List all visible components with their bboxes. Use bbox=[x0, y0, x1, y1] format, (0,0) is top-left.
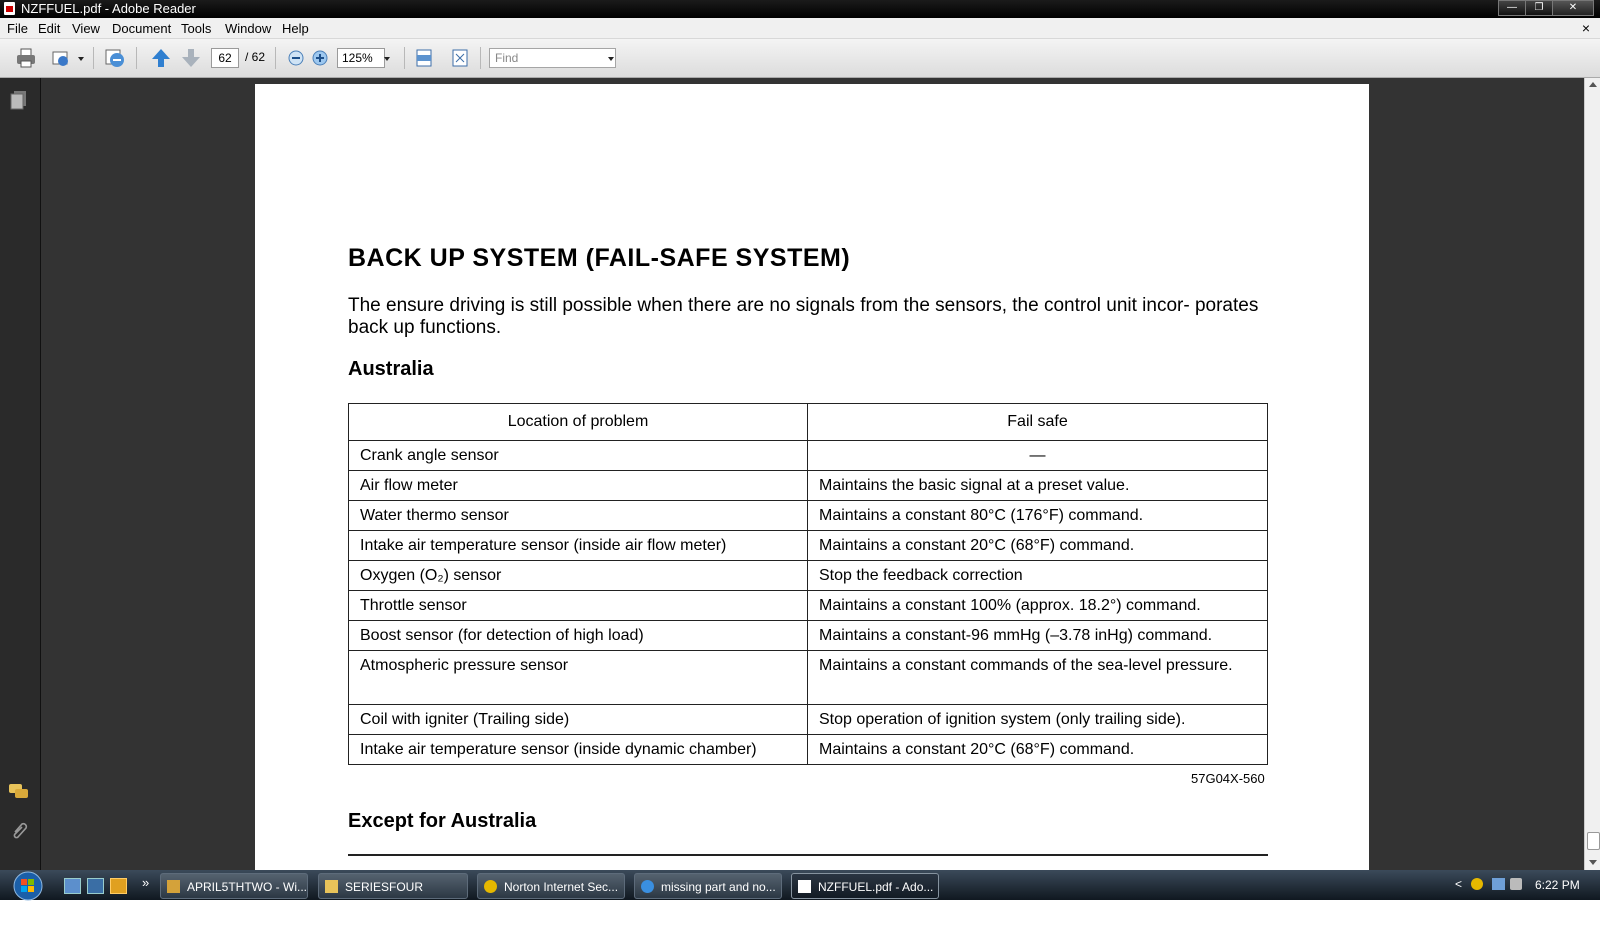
network-icon[interactable] bbox=[1492, 878, 1505, 890]
table-header-row bbox=[349, 404, 1268, 441]
location-cell: Water thermo sensor bbox=[349, 501, 808, 531]
maximize-button[interactable]: ❐ bbox=[1525, 0, 1553, 16]
zoom-out-button[interactable] bbox=[285, 47, 307, 69]
next-page-button[interactable] bbox=[180, 47, 202, 69]
taskbar bbox=[0, 870, 1600, 900]
fail-safe-cell: — bbox=[808, 441, 1268, 471]
taskbar-button-seriesfour[interactable]: SERIESFOUR bbox=[318, 873, 468, 899]
collaborate-icon bbox=[104, 47, 126, 69]
volume-icon[interactable] bbox=[1510, 878, 1522, 890]
vertical-scrollbar[interactable] bbox=[1584, 78, 1600, 870]
norton-icon bbox=[484, 880, 497, 893]
fail-safe-cell: Maintains the basic signal at a preset value. bbox=[808, 471, 1268, 501]
pdf-app-icon bbox=[4, 2, 15, 15]
switch-windows-icon[interactable] bbox=[87, 878, 104, 894]
clock[interactable]: 6:22 PM bbox=[1535, 878, 1580, 892]
toolbar-separator bbox=[404, 47, 405, 69]
fail-safe-cell: Maintains a constant 20°C (68°F) command. bbox=[808, 735, 1268, 765]
arrow-up-icon bbox=[150, 47, 172, 69]
toolbar-separator bbox=[136, 47, 137, 69]
printer-icon bbox=[15, 47, 37, 69]
location-cell: Boost sensor (for detection of high load) bbox=[349, 621, 808, 651]
paperclip-icon[interactable] bbox=[10, 820, 30, 842]
table-row bbox=[349, 531, 1268, 561]
system-tray bbox=[1455, 870, 1600, 900]
table-row bbox=[349, 621, 1268, 651]
menu-file[interactable]: File bbox=[7, 21, 28, 36]
column-header-fail-safe: Fail safe bbox=[808, 404, 1268, 441]
taskbar-button-april5thtwo[interactable]: APRIL5THTWO - Wi... bbox=[160, 873, 308, 899]
table-row bbox=[349, 441, 1268, 471]
figure-reference-code: 57G04X-560 bbox=[1191, 771, 1265, 786]
fail-safe-cell: Stop operation of ignition system (only trailing side). bbox=[808, 705, 1268, 735]
document-viewer[interactable] bbox=[41, 78, 1584, 870]
taskbar-button-adobe-reader[interactable]: NZFFUEL.pdf - Ado... bbox=[791, 873, 939, 899]
menu-bar bbox=[0, 18, 1600, 39]
menu-window[interactable]: Window bbox=[225, 21, 272, 36]
menu-tools[interactable]: Tools bbox=[181, 21, 212, 36]
section-heading-australia: Australia bbox=[348, 358, 434, 380]
next-table-top-border bbox=[348, 854, 1268, 856]
close-window-button[interactable]: ✕ bbox=[1552, 0, 1594, 16]
fit-page-button[interactable] bbox=[449, 47, 471, 69]
media-player-icon[interactable] bbox=[110, 878, 127, 894]
close-document-button[interactable]: × bbox=[1581, 20, 1590, 36]
window-icon bbox=[167, 880, 180, 893]
print-button[interactable] bbox=[15, 47, 37, 69]
location-cell: Oxygen (O₂) sensor bbox=[349, 561, 808, 591]
menu-help[interactable]: Help bbox=[282, 21, 309, 36]
zoom-dropdown-arrow[interactable] bbox=[384, 57, 390, 61]
intro-paragraph: The ensure driving is still possible when there are no signals from the sensors, the control unit incor- porates back up functions. bbox=[348, 295, 1259, 338]
table-row bbox=[349, 471, 1268, 501]
table-row bbox=[349, 501, 1268, 531]
table-row bbox=[349, 591, 1268, 621]
zoom-in-button[interactable] bbox=[309, 47, 331, 69]
comments-panel-icon[interactable] bbox=[8, 783, 30, 801]
table-row bbox=[349, 705, 1268, 735]
fail-safe-table bbox=[348, 403, 1268, 765]
column-header-location: Location of problem bbox=[349, 404, 808, 441]
scroll-down-arrow[interactable] bbox=[1589, 860, 1597, 865]
zoom-level-field[interactable]: 125% bbox=[337, 48, 385, 68]
fail-safe-cell: Maintains a constant-96 mmHg (–3.78 inHg) command. bbox=[808, 621, 1268, 651]
scrollbar-thumb[interactable] bbox=[1587, 832, 1600, 850]
table-row bbox=[349, 561, 1268, 591]
section-heading-except-australia: Except for Australia bbox=[348, 810, 537, 832]
arrow-down-icon bbox=[180, 47, 202, 69]
table-row bbox=[349, 651, 1268, 705]
pages-panel-icon[interactable] bbox=[10, 90, 28, 110]
quick-launch-more[interactable]: » bbox=[142, 875, 150, 890]
location-cell: Intake air temperature sensor (inside dynamic chamber) bbox=[349, 735, 808, 765]
location-cell: Throttle sensor bbox=[349, 591, 808, 621]
page-total-label: / 62 bbox=[245, 50, 266, 64]
location-cell: Coil with igniter (Trailing side) bbox=[349, 705, 808, 735]
minimize-button[interactable]: — bbox=[1498, 0, 1526, 16]
norton-tray-icon[interactable] bbox=[1471, 878, 1483, 890]
navigation-panel bbox=[0, 78, 41, 870]
zoom-out-icon bbox=[285, 47, 307, 69]
toolbar-separator bbox=[480, 47, 481, 69]
toolbar-separator bbox=[275, 47, 276, 69]
fail-safe-cell: Maintains a constant 20°C (68°F) command. bbox=[808, 531, 1268, 561]
taskbar-button-internet-explorer[interactable]: missing part and no... bbox=[634, 873, 782, 899]
location-cell: Air flow meter bbox=[349, 471, 808, 501]
find-dropdown-arrow[interactable] bbox=[608, 57, 614, 61]
email-button[interactable] bbox=[50, 47, 72, 69]
start-button[interactable] bbox=[8, 870, 48, 902]
folder-icon bbox=[325, 880, 338, 893]
menu-view[interactable]: View bbox=[72, 21, 100, 36]
fail-safe-cell: Maintains a constant 100% (approx. 18.2°) command. bbox=[808, 591, 1268, 621]
toolbar bbox=[0, 39, 1600, 78]
fit-width-icon bbox=[413, 47, 435, 69]
fit-page-icon bbox=[449, 47, 471, 69]
window-controls bbox=[1499, 0, 1594, 16]
email-dropdown-arrow[interactable] bbox=[78, 57, 84, 61]
toolbar-separator bbox=[93, 47, 94, 69]
show-desktop-icon[interactable] bbox=[64, 878, 81, 894]
location-cell: Atmospheric pressure sensor bbox=[349, 651, 808, 705]
pdf-file-icon bbox=[798, 880, 811, 893]
fail-safe-cell: Maintains a constant commands of the sea-level pressure. bbox=[808, 651, 1268, 705]
show-hidden-icons-arrow[interactable]: < bbox=[1455, 877, 1463, 891]
menu-document[interactable]: Document bbox=[112, 21, 172, 36]
fail-safe-cell: Maintains a constant 80°C (176°F) command. bbox=[808, 501, 1268, 531]
scroll-up-arrow[interactable] bbox=[1589, 82, 1597, 87]
internet-explorer-icon bbox=[641, 880, 654, 893]
zoom-in-icon bbox=[309, 47, 331, 69]
email-attach-icon bbox=[50, 47, 72, 69]
location-cell: Intake air temperature sensor (inside air flow meter) bbox=[349, 531, 808, 561]
menu-edit[interactable]: Edit bbox=[38, 21, 61, 36]
taskbar-button-norton[interactable]: Norton Internet Sec... bbox=[477, 873, 625, 899]
fit-width-button[interactable] bbox=[413, 47, 435, 69]
window-title: NZFFUEL.pdf - Adobe Reader bbox=[21, 1, 196, 16]
collaborate-button[interactable] bbox=[104, 47, 126, 69]
title-bar bbox=[0, 0, 1600, 18]
find-input[interactable]: Find bbox=[489, 48, 616, 68]
previous-page-button[interactable] bbox=[150, 47, 172, 69]
page-heading: BACK UP SYSTEM (FAIL-SAFE SYSTEM) bbox=[348, 244, 851, 272]
page-number-input[interactable]: 62 bbox=[211, 48, 239, 68]
fail-safe-cell: Stop the feedback correction bbox=[808, 561, 1268, 591]
pdf-page bbox=[255, 84, 1369, 870]
location-cell: Crank angle sensor bbox=[349, 441, 808, 471]
table-row bbox=[349, 735, 1268, 765]
